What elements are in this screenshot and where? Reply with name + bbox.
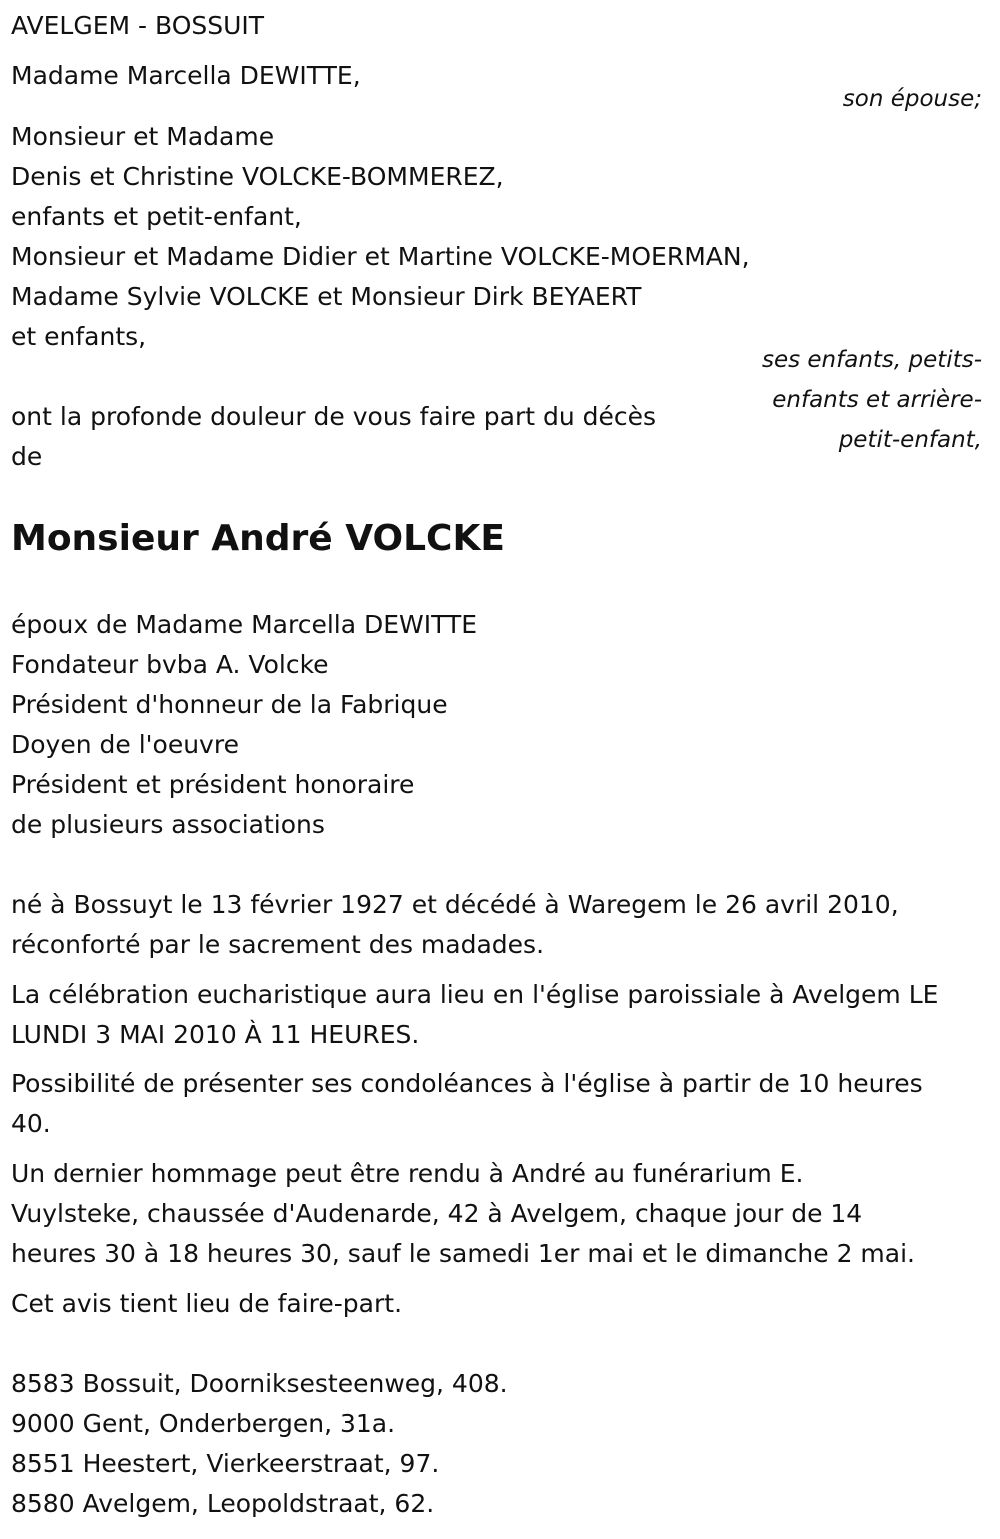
deceased-name: Monsieur André VOLCKE <box>11 518 505 559</box>
condolences-paragraph <box>11 1064 923 1144</box>
title-line: Président et président honoraire <box>11 770 415 799</box>
title-line: de plusieurs associations <box>11 810 325 839</box>
spouse-role: son épouse; <box>842 86 982 112</box>
title-line: Président d'honneur de la Fabrique <box>11 690 448 719</box>
children-line: Madame Sylvie VOLCKE et Monsieur Dirk BEYAERT <box>11 282 642 311</box>
children-line: Denis et Christine VOLCKE-BOMMEREZ, <box>11 162 504 191</box>
paragraph-line: Un dernier hommage peut être rendu à André au funérarium E. <box>11 1159 804 1188</box>
children-role-line: petit-enfant, <box>838 427 982 453</box>
title-line: Doyen de l'oeuvre <box>11 730 239 759</box>
children-line: Monsieur et Madame Didier et Martine VOLCKE-MOERMAN, <box>11 242 750 271</box>
children-line: et enfants, <box>11 322 147 351</box>
title-line: Fondateur bvba A. Volcke <box>11 650 329 679</box>
paragraph-line: La célébration eucharistique aura lieu en l'église paroissiale à Avelgem LE <box>11 980 939 1009</box>
children-list <box>11 117 750 357</box>
paragraph-line: Possibilité de présenter ses condoléances à l'église à partir de 10 heures <box>11 1069 923 1098</box>
paragraph-line: réconforté par le sacrement des madades. <box>11 930 545 959</box>
birth-death-paragraph <box>11 885 899 965</box>
address-line: 8580 Avelgem, Leopoldstraat, 62. <box>11 1489 435 1518</box>
children-role-line: ses enfants, petits- <box>761 347 982 373</box>
address-line: 8551 Heestert, Vierkeerstraat, 97. <box>11 1449 440 1478</box>
announcement-line: ont la profonde douleur de vous faire part du décès <box>11 402 657 431</box>
children-line: Monsieur et Madame <box>11 122 275 151</box>
address-line: 9000 Gent, Onderbergen, 31a. <box>11 1409 396 1438</box>
paragraph-line: LUNDI 3 MAI 2010 À 11 HEURES. <box>11 1020 420 1049</box>
place-header: AVELGEM - BOSSUIT <box>11 11 265 40</box>
spouse-name: Madame Marcella DEWITTE, <box>11 61 361 90</box>
paragraph-line: heures 30 à 18 heures 30, sauf le samedi 1er mai et le dimanche 2 mai. <box>11 1239 915 1268</box>
addresses-list <box>11 1364 508 1524</box>
tribute-paragraph <box>11 1154 915 1274</box>
title-line: époux de Madame Marcella DEWITTE <box>11 610 478 639</box>
address-line: 8583 Bossuit, Doorniksesteenweg, 408. <box>11 1369 508 1398</box>
announcement-line: de <box>11 442 43 471</box>
announcement <box>11 397 656 477</box>
children-role <box>762 340 982 460</box>
children-role-line: enfants et arrière- <box>772 387 982 413</box>
children-line: enfants et petit-enfant, <box>11 202 302 231</box>
paragraph-line: né à Bossuyt le 13 février 1927 et décédé à Waregem le 26 avril 2010, <box>11 890 899 919</box>
paragraph-line: Vuylsteke, chaussée d'Audenarde, 42 à Avelgem, chaque jour de 14 <box>11 1199 863 1228</box>
notice-text: Cet avis tient lieu de faire-part. <box>11 1289 403 1318</box>
paragraph-line: 40. <box>11 1109 51 1138</box>
deceased-titles <box>11 605 477 845</box>
celebration-paragraph <box>11 975 938 1055</box>
